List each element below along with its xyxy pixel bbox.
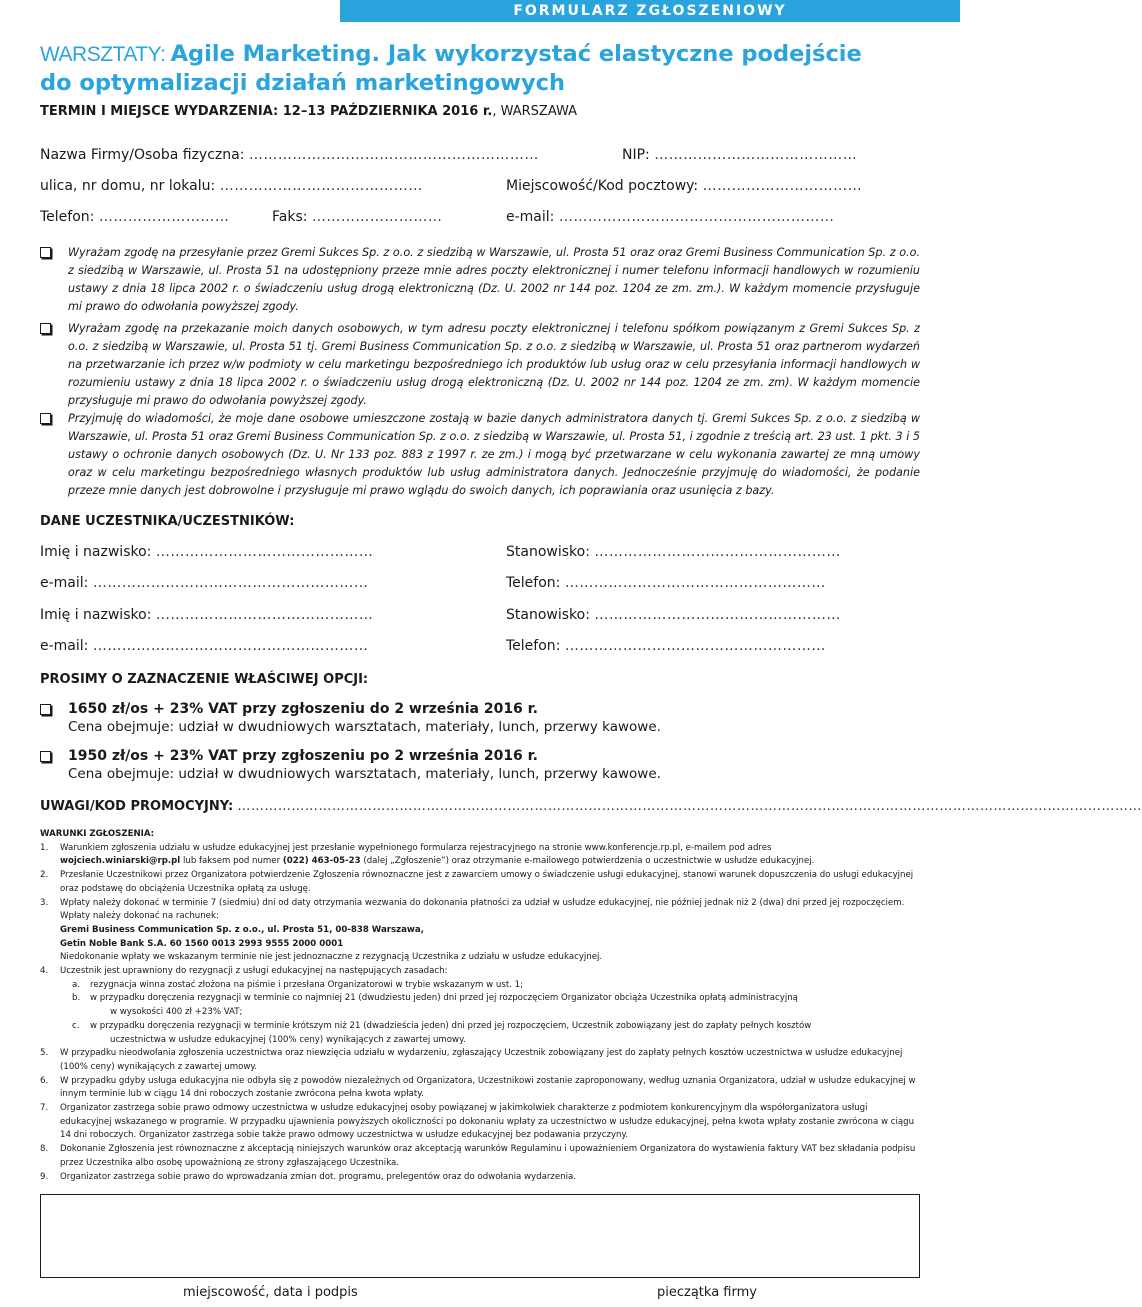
city-field[interactable]	[506, 178, 922, 194]
option-1	[40, 700, 920, 736]
phone-dots: ………………………	[98, 209, 230, 225]
participant-2-name-label: Imię i nazwisko:	[40, 607, 152, 623]
participant-2-phone-field[interactable]	[506, 638, 922, 654]
city-label: Miejscowość/Kod pocztowy:	[506, 178, 699, 194]
participant-2-email-label: e-mail:	[40, 638, 89, 654]
phone-label: Telefon:	[40, 209, 95, 225]
consent-1-checkbox[interactable]	[40, 247, 51, 258]
participant-1-position-label: Stanowisko:	[506, 544, 590, 560]
participant-1-name-dots: ………………………………………	[155, 544, 374, 560]
participant-2-position-dots: ……………………………………………	[594, 607, 841, 623]
participant-1-name-field[interactable]	[40, 544, 473, 560]
event-date-place	[40, 104, 577, 119]
options-heading: PROSIMY O ZAZNACZENIE WŁAŚCIWEJ OPCJI:	[40, 672, 369, 687]
fax-dots: ………………………	[311, 209, 443, 225]
participant-1-email-field[interactable]	[40, 575, 473, 591]
email-field[interactable]	[506, 209, 922, 225]
place-date-signature-label: miejscowość, data i podpis	[183, 1285, 358, 1300]
remarks-field[interactable]	[40, 799, 1142, 814]
option-1-price: 1650 zł/os + 23% VAT przy zgłoszeniu do 2 września 2016 r.	[68, 701, 538, 717]
participant-2-position-label: Stanowisko:	[506, 607, 590, 623]
participant-2-phone-label: Telefon:	[506, 638, 561, 654]
event-place: , WARSZAWA	[492, 104, 578, 119]
term-8: 8. Dokonanie Zgłoszenia jest równoznaczne z akceptacją niniejszych warunków oraz akceptacją warunków Regulaminu i upoważnieniem Organizatora do wystawienia faktury VAT bez składania podpisu przez Uczestnika albo osobę upoważnioną ze strony zgłaszającego Uczestnika.	[40, 1144, 916, 1168]
participant-2-email-field[interactable]	[40, 638, 473, 654]
term-2: 2. Przesłanie Uczestnikowi przez Organizatora potwierdzenie Zgłoszenia równoznaczne jest z zawarciem umowy o świadczenie usługi edukacyjnej, stanowi warunek dopuszczenia do usługi edukacyjnej oraz podstawę do obciążenia Uczestnika opłatą za usługę.	[40, 870, 914, 894]
term-1-fax: (022) 463-05-23	[282, 856, 361, 867]
option-2-desc: Cena obejmuje: udział w dwudniowych warsztatach, materiały, lunch, przerwy kawowe.	[68, 766, 661, 782]
event-date-label: TERMIN I MIEJSCE WYDARZENIA: 12–13 PAŹDZIERNIKA 2016 r.	[40, 104, 493, 119]
term-5: 5. W przypadku nieodwołania zgłoszenia uczestnictwa oraz niewzięcia udziału w wydarzeniu, zgłaszający Uczestnik zobowiązany jest do zapłaty pełnych kosztów uczestnictwa w usłudze edukacyjnej (100% ceny) wynikających z zawartej umowy.	[40, 1048, 903, 1072]
term-3: 3. Wpłaty należy dokonać w terminie 7 (siedmiu) dni od daty otrzymania wezwania do dokonania płatności za udział w usłudze edukacyjnej, nie później jednak niż 2 (dwa) dni przed jej rozpoczęciem. Wpłaty należy dokonać na rachunek: Gremi Business Communication Sp. z o.o., ul. Prosta 51, 00-838 Warszawa, Getin Noble Bank S.A. 60 1560 0013 2993 9555 2000 0001 Niedokonanie wpłaty we wskazanym terminie nie jest jednoznaczne z rezygnacją Uczestnika z udziału w usłudze edukacyjnej.	[40, 897, 905, 963]
participant-1-phone-dots: ………………………………………………	[564, 575, 826, 591]
term-4c: c. w przypadku doręczenia rezygnacji w terminie krótszym niż 21 (dwadzieścia jeden) dni przed jej rozpoczęciem, Uczestnik zobowiązany jest do zapłaty pełnych kosztów uczestnictwa w usłudze edukacyjnej (100% ceny) wynikających z zawartej umowy.	[72, 1020, 812, 1045]
consent-3-checkbox[interactable]	[40, 413, 51, 424]
company-name-label: Nazwa Firmy/Osoba fizyczna:	[40, 147, 245, 163]
city-dots: ……………………………	[702, 178, 863, 194]
term-4: 4. Uczestnik jest uprawniony do rezygnacji z usługi edukacyjnej na następujących zasadach:	[40, 966, 448, 977]
nip-label: NIP:	[622, 147, 650, 163]
participant-1-email-dots: …………………………………………………	[92, 575, 369, 591]
term-3-bank-line-2: Getin Noble Bank S.A. 60 1560 0013 2993 9555 2000 0001	[60, 938, 344, 949]
consent-1	[40, 244, 920, 316]
participant-1-phone-field[interactable]	[506, 575, 922, 591]
participant-1-phone-label: Telefon:	[506, 575, 561, 591]
signature-box[interactable]	[40, 1194, 920, 1300]
email-label: e-mail:	[506, 209, 555, 225]
term-4b: b. w przypadku doręczenia rezygnacji w terminie co najmniej 21 (dwudziestu jeden) dni przed jej rozpoczęciem Organizator obciąża Uczestnika opłatą administracyjną w wysokości 400 zł +23% VAT;	[72, 993, 798, 1018]
phone-field[interactable]	[40, 209, 240, 225]
nip-dots: ……………………………………	[654, 147, 858, 163]
title-line-1: Agile Marketing. Jak wykorzystać elastyczne podejście	[170, 41, 862, 67]
terms-section	[40, 828, 920, 1184]
participant-2-phone-dots: ………………………………………………	[564, 638, 826, 654]
term-4a: a. rezygnacja winna zostać złożona na piśmie i przesłana Organizatorowi w trybie wskazanym w ust. 1;	[72, 979, 524, 990]
option-1-desc: Cena obejmuje: udział w dwudniowych warsztatach, materiały, lunch, przerwy kawowe.	[68, 719, 661, 735]
street-field[interactable]	[40, 178, 465, 194]
option-2	[40, 747, 920, 783]
fax-label: Faks:	[272, 209, 308, 225]
company-name-dots: ……………………………………………………	[248, 147, 539, 163]
participant-1-position-field[interactable]	[506, 544, 922, 560]
street-label: ulica, nr domu, nr lokalu:	[40, 178, 216, 194]
company-stamp-label: pieczątka firmy	[657, 1285, 757, 1300]
company-name-field[interactable]	[40, 147, 585, 163]
term-9: 9. Organizator zastrzega sobie prawo do wprowadzania zmian dot. programu, prelegentów oraz do odwołania wydarzenia.	[40, 1171, 577, 1182]
participants-heading: DANE UCZESTNIKA/UCZESTNIKÓW:	[40, 514, 295, 529]
title-line-2: do optymalizacji działań marketingowych	[40, 70, 565, 96]
consent-2-text: Wyrażam zgodę na przekazanie moich danych osobowych, w tym adresu poczty elektronicznej i telefonu spółkom powiązanym z Gremi Sukces Sp. z o.o. z siedzibą w Warszawie, ul. Prosta 51 tj. Gremi Business Communication Sp. z o.o. z siedzibą w Warszawie, ul. Prosta 51 oraz partnerom wydarzeń na przetwarzanie ich przez w/w podmioty w celu marketingu bezpośredniego ich produktów lub usług oraz w celu przesyłania informacji handlowych w rozumieniu ustawy z dnia 18 lipca 2002 r. o świadczeniu usług drogą elektroniczną (Dz. U. 2002 nr 144 poz. 1204 ze zm. zm). W każdym momencie przysługuje mi prawo do odwołania powyższej zgody.	[68, 322, 920, 407]
email-dots: …………………………………………………	[558, 209, 835, 225]
consent-2	[40, 320, 920, 410]
participant-2-position-field[interactable]	[506, 607, 922, 623]
consent-3	[40, 410, 920, 500]
terms-heading: WARUNKI ZGŁOSZENIA:	[40, 829, 155, 839]
consent-2-checkbox[interactable]	[40, 323, 51, 334]
consent-1-text: Wyrażam zgodę na przesyłanie przez Gremi Sukces Sp. z o.o. z siedzibą w Warszawie, ul. Prosta 51 oraz oraz Gremi Business Communication Sp. z o.o. z siedzibą w Warszawie, ul. Prosta 51 na udostępniony przeze mnie adres poczty elektronicznej i numer telefonu informacji handlowych w rozumieniu ustawy z dnia 18 lipca 2002 r. o świadczeniu usług drogą elektroniczną (Dz. U. 2002 nr 144 poz. 1204 ze zm. zm.). W każdym momencie przysługuje mi prawo do odwołania powyższej zgody.	[68, 246, 920, 313]
remarks-label: UWAGI/KOD PROMOCYJNY:	[40, 799, 234, 814]
fax-field[interactable]	[272, 209, 472, 225]
term-3-bank-line-1: Gremi Business Communication Sp. z o.o., ul. Prosta 51, 00-838 Warszawa,	[60, 924, 424, 935]
remarks-dots: …………………………………………………………………………………………………………………………………………………………………………………	[237, 799, 1142, 814]
option-2-price: 1950 zł/os + 23% VAT przy zgłoszeniu po 2 września 2016 r.	[68, 748, 538, 764]
option-1-checkbox[interactable]	[40, 704, 51, 715]
form-banner: FORMULARZ ZGŁOSZENIOWY	[340, 0, 960, 22]
term-1-email: wojciech.winiarski@rp.pl	[60, 856, 181, 867]
term-7: 7. Organizator zastrzega sobie prawo odmowy uczestnictwa w usłudze edukacyjnej osoby powiązanej w jakimkolwiek charakterze z podmiotem konkurencyjnym dla współorganizatora usługi edukacyjnej wskazanego w programie. W przypadku ujawnienia powyższych okoliczności po dokonaniu wpłaty za uczestnictwo w usłudze edukacyjnej, pełna kwota wpłaty zostanie zwrócona w ciągu 14 dni roboczych. Organizator zastrzega sobie także prawo odmowy uczestnictwa w usłudze edukacyjnej bez podawania przyczyny.	[40, 1103, 915, 1141]
participant-1-position-dots: ……………………………………………	[594, 544, 841, 560]
nip-field[interactable]	[622, 147, 922, 163]
participant-1-email-label: e-mail:	[40, 575, 89, 591]
consent-3-text: Przyjmuję do wiadomości, że moje dane osobowe umieszczone zostają w bazie danych administratora danych tj. Gremi Sukces Sp. z o.o. z siedzibą w Warszawie, ul. Prosta 51 oraz Gremi Business Communication Sp. z o.o. z siedzibą w Warszawie, ul. Prosta 51, i zgodnie z treścią art. 23 ust. 1 pkt. 3 i 5 ustawy o ochronie danych osobowych (Dz. U. Nr 133 poz. 883 z 1997 r. ze zm.) i mogą być przetwarzane w celu wykonania zawartej ze mną umowy oraz w celu marketingu bezpośredniego własnych produktów lub usług administratora danych. Jednocześnie przyjmuję do wiadomości, że podanie przeze mnie danych jest dobrowolne i przysługuje mi prawo wglądu do swoich danych, ich poprawiania oraz usunięcia z bazy.	[68, 412, 920, 497]
option-2-checkbox[interactable]	[40, 751, 51, 762]
term-6: 6. W przypadku gdyby usługa edukacyjna nie odbyła się z powodów niezależnych od Organizatora, Uczestnikowi zostanie zaproponowany, według uznania Organizatora, udział w usłudze edukacyjnej w innym terminie lub w ciągu 14 dni roboczych zostanie zwrócona pełna kwota wpłaty.	[40, 1075, 916, 1100]
participant-2-email-dots: …………………………………………………	[92, 638, 369, 654]
participant-2-name-field[interactable]	[40, 607, 473, 623]
title-prefix: WARSZTATY:	[40, 43, 171, 66]
street-dots: ……………………………………	[219, 178, 423, 194]
participant-1-name-label: Imię i nazwisko:	[40, 544, 152, 560]
participant-2-name-dots: ………………………………………	[155, 607, 374, 623]
term-1: 1. Warunkiem zgłoszenia udziału w usłudze edukacyjnej jest przesłanie wypełnionego formularza rejestracyjnego na stronie www.konferencje.rp.pl, e-mailem pod adres wojciech.winiarski@rp.pl lub faksem pod numer (022) 463-05-23 (dalej „Zgłoszenie”) oraz otrzymanie e-mailowego potwierdzenia o uczestnictwie w usłudze edukacyjnej.	[40, 842, 815, 867]
workshop-title	[40, 40, 920, 98]
